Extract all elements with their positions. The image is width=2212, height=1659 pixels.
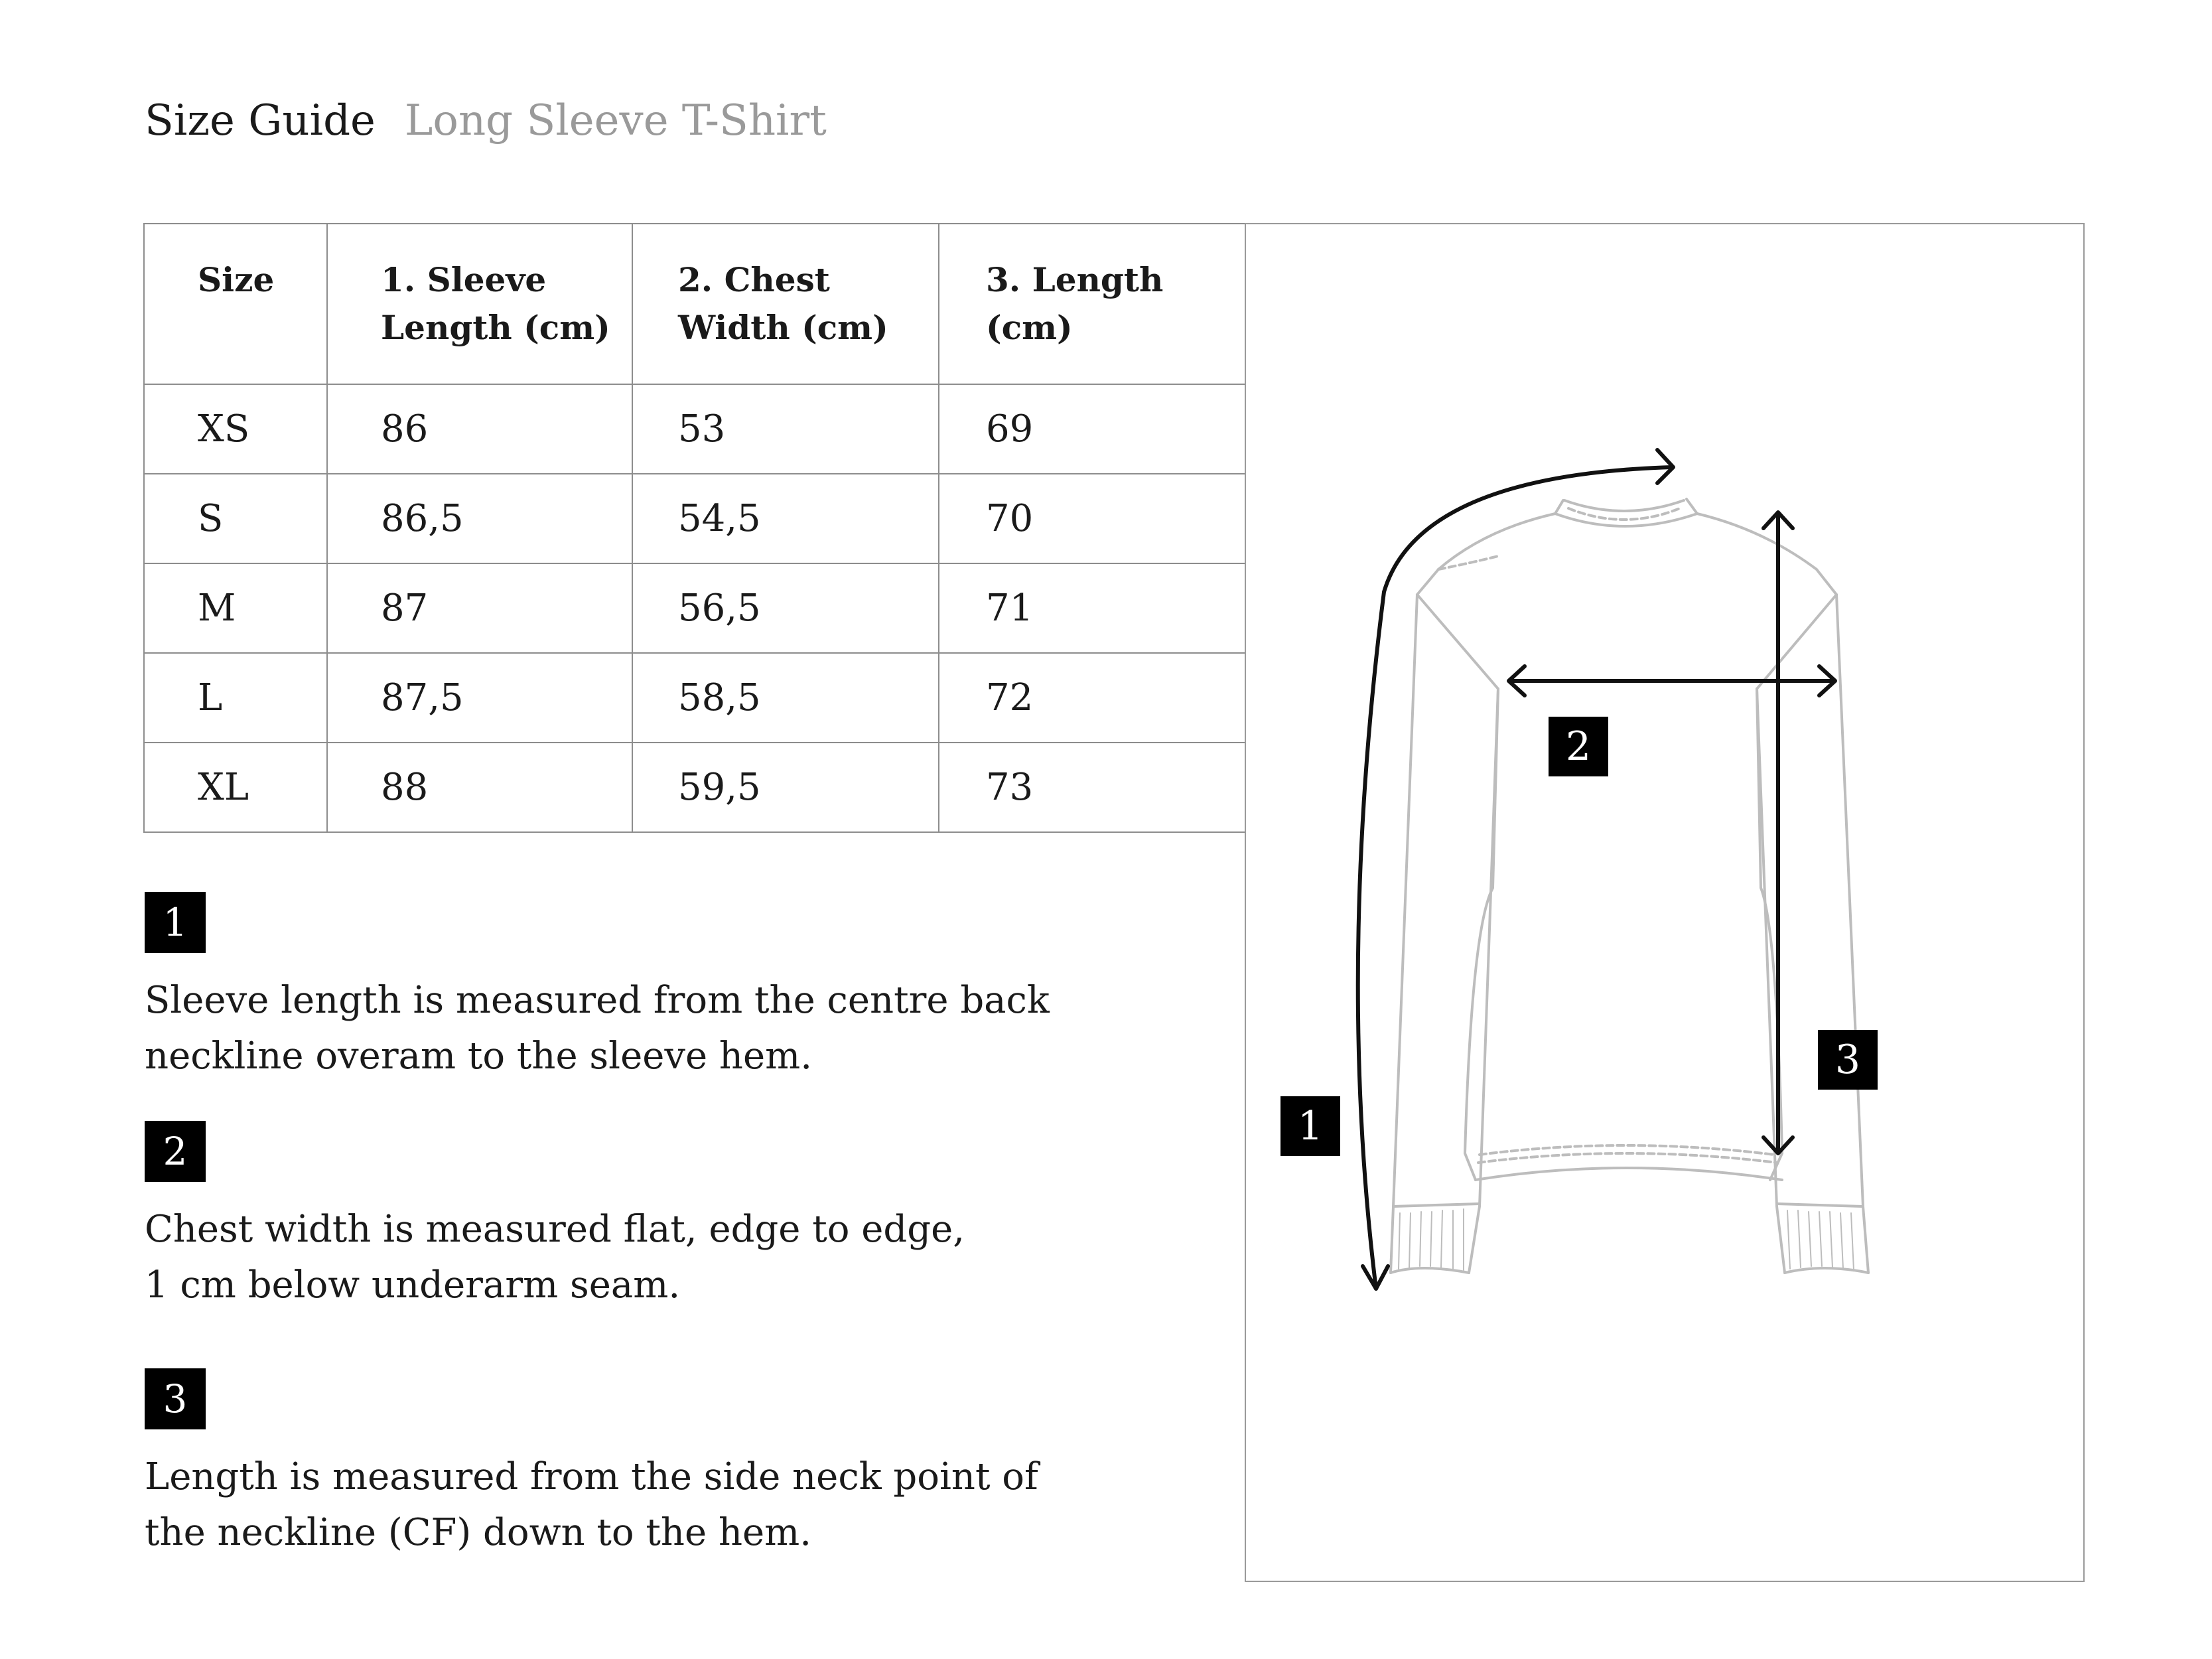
cell-size: M (144, 563, 327, 653)
cell-chest-width: 56,5 (632, 563, 939, 653)
measurement-diagram (1245, 223, 2085, 1582)
cell-sleeve-length: 86,5 (327, 474, 632, 563)
note-number-badge: 1 (145, 892, 206, 953)
cell-sleeve-length: 87,5 (327, 653, 632, 743)
note-text: Sleeve length is measured from the centre back neckline overam to the sleeve hem. (145, 979, 1050, 1078)
diagram-label-length: 3 (1818, 1030, 1878, 1090)
cell-sleeve-length: 87 (327, 563, 632, 653)
column-header-chest-width (632, 224, 939, 384)
note-number-badge: 3 (145, 1368, 206, 1429)
table-row (144, 653, 1245, 743)
cell-sleeve-length: 86 (327, 384, 632, 474)
cell-size: L (144, 653, 327, 743)
column-header-sleeve-length (327, 224, 632, 384)
column-header-label: Size (198, 260, 275, 299)
page-subtitle: Long Sleeve T-Shirt (404, 96, 827, 145)
diagram-label-chest-width: 2 (1549, 717, 1608, 776)
cell-sleeve-length: 88 (327, 743, 632, 832)
table-row (144, 563, 1245, 653)
cell-length: 69 (939, 384, 1245, 474)
cell-size: S (144, 474, 327, 563)
column-header-length (939, 224, 1245, 384)
page-title: Size Guide (145, 96, 376, 145)
table-row (144, 474, 1245, 563)
cell-length: 71 (939, 563, 1245, 653)
table-header-row (144, 224, 1245, 384)
cell-length: 70 (939, 474, 1245, 563)
cell-chest-width: 54,5 (632, 474, 939, 563)
note-sleeve-length (145, 892, 1127, 1084)
cell-length: 73 (939, 743, 1245, 832)
cell-size: XL (144, 743, 327, 832)
table-row (144, 384, 1245, 474)
cell-length: 72 (939, 653, 1245, 743)
note-chest-width (145, 1121, 1127, 1313)
tshirt-sketch (1246, 224, 2086, 1583)
page-header (145, 96, 827, 145)
cell-chest-width: 53 (632, 384, 939, 474)
note-text: Chest width is measured flat, edge to edge, 1 cm below underarm seam. (145, 1208, 965, 1307)
diagram-label-sleeve-length: 1 (1280, 1096, 1340, 1156)
cell-size: XS (144, 384, 327, 474)
note-length (145, 1368, 1127, 1561)
size-table (143, 223, 1246, 833)
column-header-label: 1. Sleeve Length (cm) (381, 260, 610, 347)
table-row (144, 743, 1245, 832)
tshirt-outline (1391, 499, 1868, 1273)
cell-chest-width: 59,5 (632, 743, 939, 832)
column-header-size (144, 224, 327, 384)
cell-chest-width: 58,5 (632, 653, 939, 743)
column-header-label: 3. Length (cm) (986, 260, 1164, 347)
column-header-label: 2. Chest Width (cm) (678, 260, 888, 347)
note-number-badge: 2 (145, 1121, 206, 1182)
note-text: Length is measured from the side neck point of the neckline (CF) down to the hem. (145, 1455, 1038, 1554)
